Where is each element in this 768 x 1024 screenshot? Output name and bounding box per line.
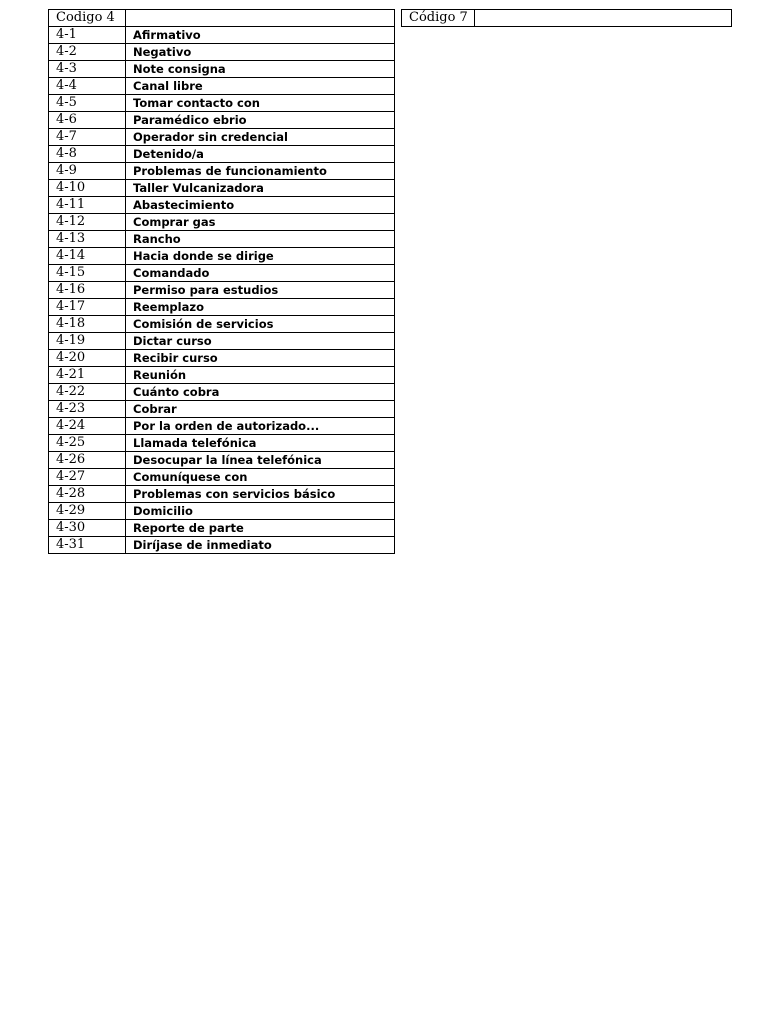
description-cell: Note consigna	[126, 61, 395, 78]
description-cell: Comisión de servicios	[126, 316, 395, 333]
code-cell: 4-2	[49, 44, 126, 61]
description-cell: Problemas de funcionamiento	[126, 163, 395, 180]
table-row	[49, 384, 395, 401]
description-cell: Por la orden de autorizado...	[126, 418, 395, 435]
table-row	[49, 197, 395, 214]
code-cell: 4-4	[49, 78, 126, 95]
description-cell: Problemas con servicios básico	[126, 486, 395, 503]
description-cell: Negativo	[126, 44, 395, 61]
codigo-7-table	[401, 9, 732, 27]
code-cell: 4-16	[49, 282, 126, 299]
code-cell: 4-10	[49, 180, 126, 197]
header-desc-cell	[126, 10, 395, 27]
table-row	[49, 503, 395, 520]
description-cell: Paramédico ebrio	[126, 112, 395, 129]
table-row	[49, 248, 395, 265]
header-code-cell: Código 7	[402, 10, 475, 27]
table-row	[49, 435, 395, 452]
table-row	[49, 537, 395, 554]
description-cell: Afirmativo	[126, 27, 395, 44]
table-row	[49, 452, 395, 469]
code-cell: 4-29	[49, 503, 126, 520]
table-row	[49, 418, 395, 435]
description-cell: Comuníquese con	[126, 469, 395, 486]
table-row	[49, 180, 395, 197]
code-cell: 4-25	[49, 435, 126, 452]
description-cell: Recibir curso	[126, 350, 395, 367]
table-row	[49, 163, 395, 180]
description-cell: Reemplazo	[126, 299, 395, 316]
table-row	[49, 44, 395, 61]
description-cell: Diríjase de inmediato	[126, 537, 395, 554]
table-row	[49, 350, 395, 367]
table-row	[49, 112, 395, 129]
code-cell: 4-30	[49, 520, 126, 537]
table-row	[49, 129, 395, 146]
table-row	[49, 520, 395, 537]
code-cell: 4-23	[49, 401, 126, 418]
table-row	[49, 486, 395, 503]
table-row	[49, 401, 395, 418]
code-cell: 4-3	[49, 61, 126, 78]
code-cell: 4-21	[49, 367, 126, 384]
code-cell: 4-7	[49, 129, 126, 146]
table-row	[49, 265, 395, 282]
description-cell: Canal libre	[126, 78, 395, 95]
description-cell: Operador sin credencial	[126, 129, 395, 146]
table-row	[49, 231, 395, 248]
description-cell: Cuánto cobra	[126, 384, 395, 401]
description-cell: Abastecimiento	[126, 197, 395, 214]
code-cell: 4-14	[49, 248, 126, 265]
code-cell: 4-27	[49, 469, 126, 486]
code-cell: 4-1	[49, 27, 126, 44]
codigo-4-table	[48, 9, 395, 554]
table-row	[49, 95, 395, 112]
table-row	[49, 146, 395, 163]
table-row	[49, 27, 395, 44]
code-cell: 4-11	[49, 197, 126, 214]
code-cell: 4-13	[49, 231, 126, 248]
table-row	[49, 299, 395, 316]
table-row	[49, 282, 395, 299]
code-cell: 4-28	[49, 486, 126, 503]
table-header-row	[402, 10, 732, 27]
description-cell: Taller Vulcanizadora	[126, 180, 395, 197]
code-cell: 4-31	[49, 537, 126, 554]
header-desc-cell	[475, 10, 732, 27]
code-cell: 4-24	[49, 418, 126, 435]
code-cell: 4-26	[49, 452, 126, 469]
description-cell: Rancho	[126, 231, 395, 248]
description-cell: Hacia donde se dirige	[126, 248, 395, 265]
code-cell: 4-22	[49, 384, 126, 401]
description-cell: Reunión	[126, 367, 395, 384]
description-cell: Llamada telefónica	[126, 435, 395, 452]
description-cell: Comprar gas	[126, 214, 395, 231]
description-cell: Detenido/a	[126, 146, 395, 163]
description-cell: Permiso para estudios	[126, 282, 395, 299]
code-cell: 4-6	[49, 112, 126, 129]
code-cell: 4-18	[49, 316, 126, 333]
description-cell: Cobrar	[126, 401, 395, 418]
description-cell: Reporte de parte	[126, 520, 395, 537]
code-cell: 4-8	[49, 146, 126, 163]
code-cell: 4-15	[49, 265, 126, 282]
table-row	[49, 214, 395, 231]
code-cell: 4-12	[49, 214, 126, 231]
table-row	[49, 333, 395, 350]
table-row	[49, 78, 395, 95]
description-cell: Desocupar la línea telefónica	[126, 452, 395, 469]
table-row	[49, 469, 395, 486]
code-cell: 4-5	[49, 95, 126, 112]
table-row	[49, 367, 395, 384]
code-cell: 4-19	[49, 333, 126, 350]
code-cell: 4-17	[49, 299, 126, 316]
description-cell: Dictar curso	[126, 333, 395, 350]
table-row	[49, 316, 395, 333]
code-cell: 4-9	[49, 163, 126, 180]
table-header-row	[49, 10, 395, 27]
description-cell: Domicilio	[126, 503, 395, 520]
description-cell: Comandado	[126, 265, 395, 282]
header-code-cell: Codigo 4	[49, 10, 126, 27]
description-cell: Tomar contacto con	[126, 95, 395, 112]
table-row	[49, 61, 395, 78]
code-cell: 4-20	[49, 350, 126, 367]
